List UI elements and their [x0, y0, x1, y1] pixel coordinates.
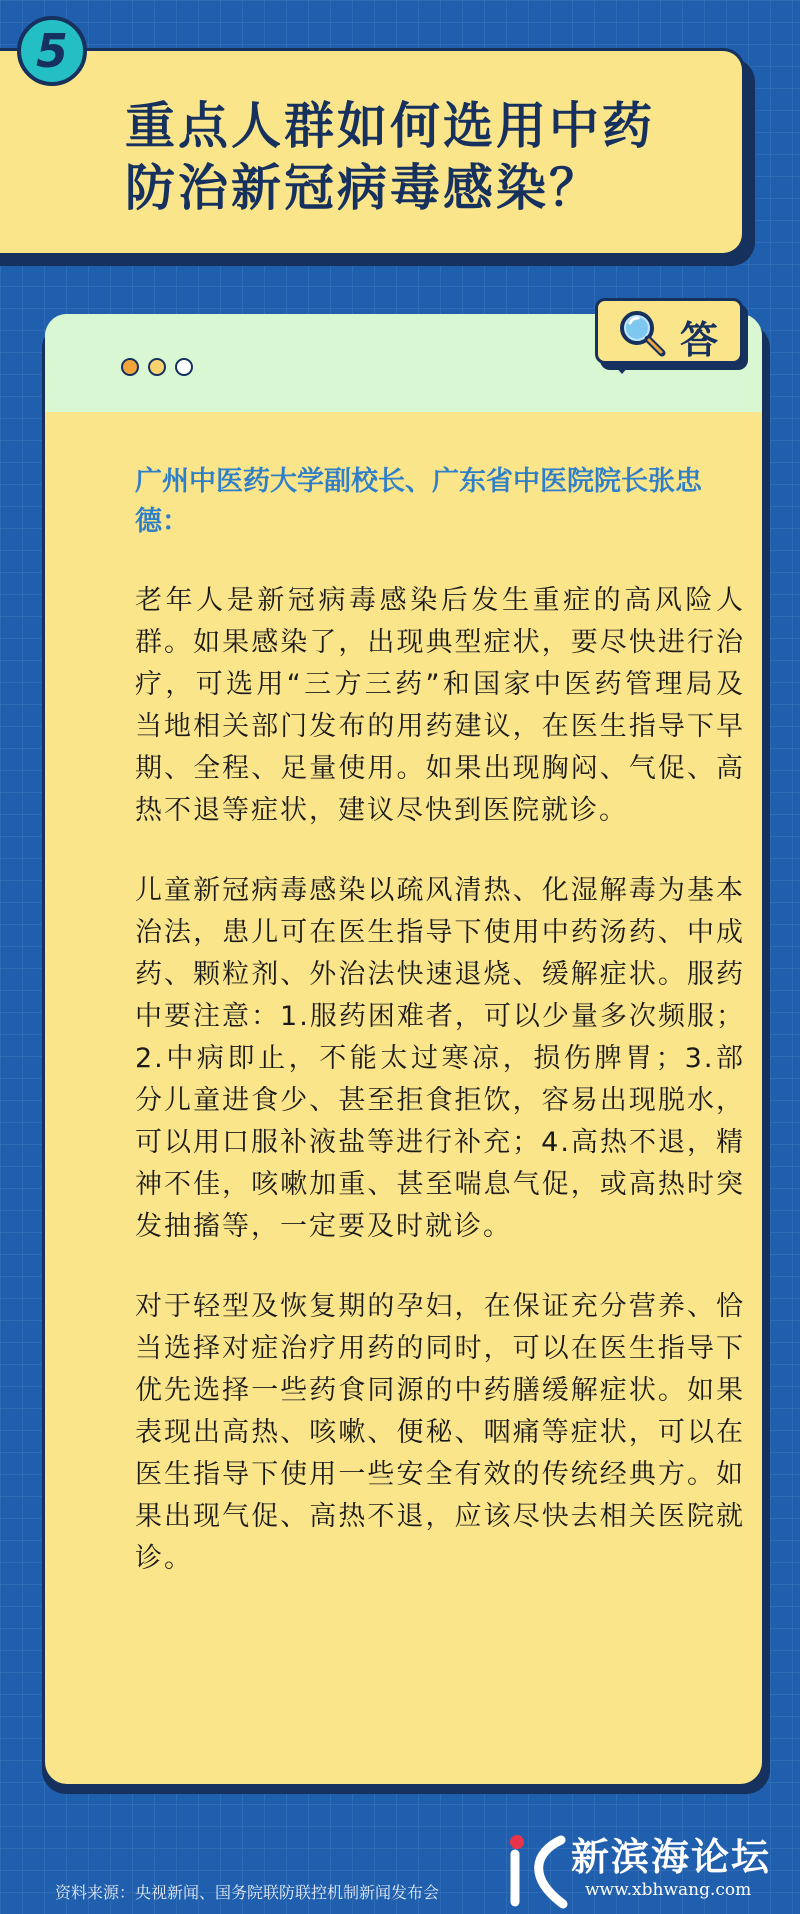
dot-orange [121, 358, 139, 376]
title-line-2: 防治新冠病毒感染？ [125, 159, 602, 217]
page-title [125, 95, 725, 219]
paragraph-pregnant: 对于轻型及恢复期的孕妇，在保证充分营养、恰当选择对症治疗用药的同时，可以在医生指导下优先选择一些药食同源的中药膳缓解症状。如果表现出高热、咳嗽、便秘、咽痛等症状，可以在医生指导下使用一些安全有效的传统经典方。如果出现气促、高热不退，应该尽快去相关医院就诊。 [135, 1291, 745, 1574]
logo-url: www.xbhwang.com [585, 1880, 752, 1900]
title-line-1: 重点人群如何选用中药 [125, 97, 655, 155]
title-card [0, 48, 745, 256]
paragraph-elderly: 老年人是新冠病毒感染后发生重症的高风险人群。如果感染了，出现典型症状，要尽快进行治疗，可选用“三方三药”和国家中医药管理局及当地相关部门发布的用药建议，在医生指导下早期、全程、足量使用。如果出现胸闷、气促、高热不退等症状，建议尽快到医院就诊。 [135, 585, 745, 826]
paragraph-children: 儿童新冠病毒感染以疏风清热、化湿解毒为基本治法，患儿可在医生指导下使用中药汤药、中成药、颗粒剂、外治法快速退烧、缓解症状。服药中要注意：1.服药困难者，可以少量多次频服；2.中病即止，不能太过寒凉，损伤脾胃；3.部分儿童进食少、甚至拒食拒饮，容易出现脱水，可以用口服补液盐等进行补充；4.高热不退，精神不佳，咳嗽加重、甚至喘息气促，或高热时突发抽搐等，一定要及时就诊。 [135, 875, 745, 1242]
expert-attribution: 广州中医药大学副校长、广东省中医院院长张忠德： [135, 466, 702, 537]
dot-yellow [148, 358, 166, 376]
magnifier-icon [616, 307, 668, 359]
article-body [135, 462, 745, 1618]
source-note: 资料来源：央视新闻、国务院联防联控机制新闻发布会 [55, 1883, 440, 1902]
answer-badge [595, 298, 743, 364]
dot-white [175, 358, 193, 376]
watermark-logo [505, 1822, 790, 1914]
window-dots-icon [121, 358, 193, 376]
logo-name: 新滨海论坛 [571, 1835, 772, 1879]
logo-mark-icon [505, 1832, 575, 1912]
answer-label: 答 [680, 318, 719, 362]
number-badge: 5 [17, 16, 87, 86]
